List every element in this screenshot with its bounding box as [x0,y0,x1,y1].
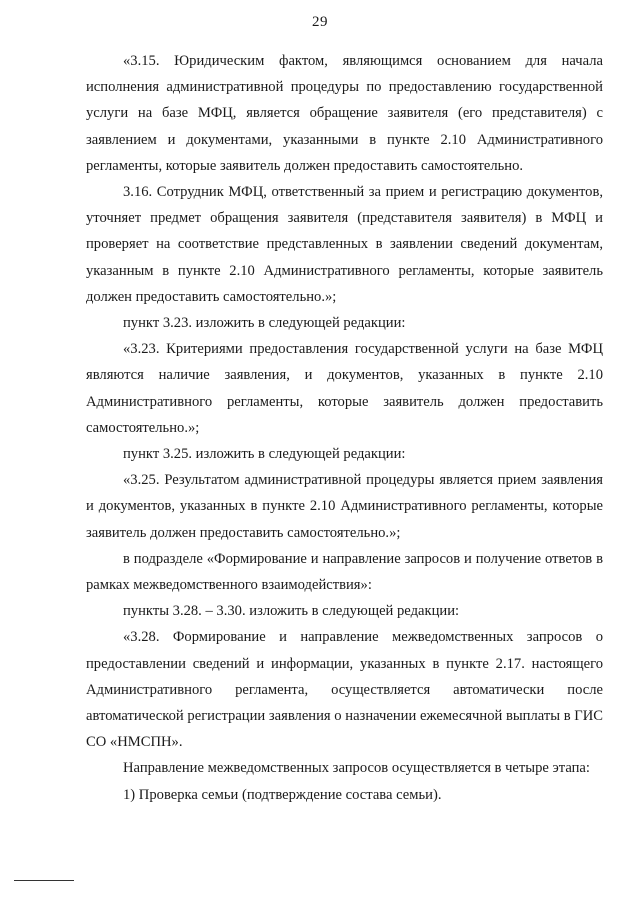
document-body [86,48,603,808]
paragraph-3-16: 3.16. Сотрудник МФЦ, ответственный за прием и регистрацию документов, уточняет предмет обращения заявителя (представителя заявителя) в МФЦ и проверяет на соответствие представленных в заявлении сведений документам, указанным в пункте 2.10 Административного регламенты, которые заявитель должен предоставить самостоятельно.»; [86,184,603,305]
paragraph-3-15: «3.15. Юридическим фактом, являющимся основанием для начала исполнения административной процедуры по предоставлению государственной услуги на базе МФЦ, является обращение заявителя (его представителя) с заявлением и документами, указанными в пункте 2.10 Административного регламенты, которые заявитель должен предоставить самостоятельно. [86,53,603,174]
paragraph-amend-3-23: пункт 3.23. изложить в следующей редакции: [123,315,406,332]
paragraph-3-23: «3.23. Критериями предоставления государственной услуги на базе МФЦ являются наличие заявления, и документов, указанных в пункте 2.10 Административного регламенты, которые заявитель должен предоставить самостоятельно.»; [86,341,603,436]
paragraph-3-25: «3.25. Результатом административной процедуры является прием заявления и документов, указанных в пункте 2.10 Административного регламенты, которые заявитель должен предоставить самостоятельно.»; [86,472,603,541]
paragraph-stages: Направление межведомственных запросов осуществляется в четыре этапа: [123,760,590,777]
footnote-rule [14,880,74,881]
paragraph-subsection: в подразделе «Формирование и направление запросов и получение ответов в рамках межведомственного взаимодействия»: [86,550,603,594]
paragraph-amend-3-28-3-30: пункты 3.28. – 3.30. изложить в следующей редакции: [123,603,460,620]
page-number: 29 [312,14,328,30]
paragraph-amend-3-25: пункт 3.25. изложить в следующей редакции: [123,446,406,463]
paragraph-stage-1: 1) Проверка семьи (подтверждение состава семьи). [123,786,442,803]
paragraph-3-28: «3.28. Формирование и направление межведомственных запросов о предоставлении сведений и информации, указанных в пункте 2.17. настоящего Административного регламента, осуществляется автоматически после автоматической регистрации заявления о назначении ежемесячной выплаты в ГИС СО «НМСПН». [86,629,603,751]
